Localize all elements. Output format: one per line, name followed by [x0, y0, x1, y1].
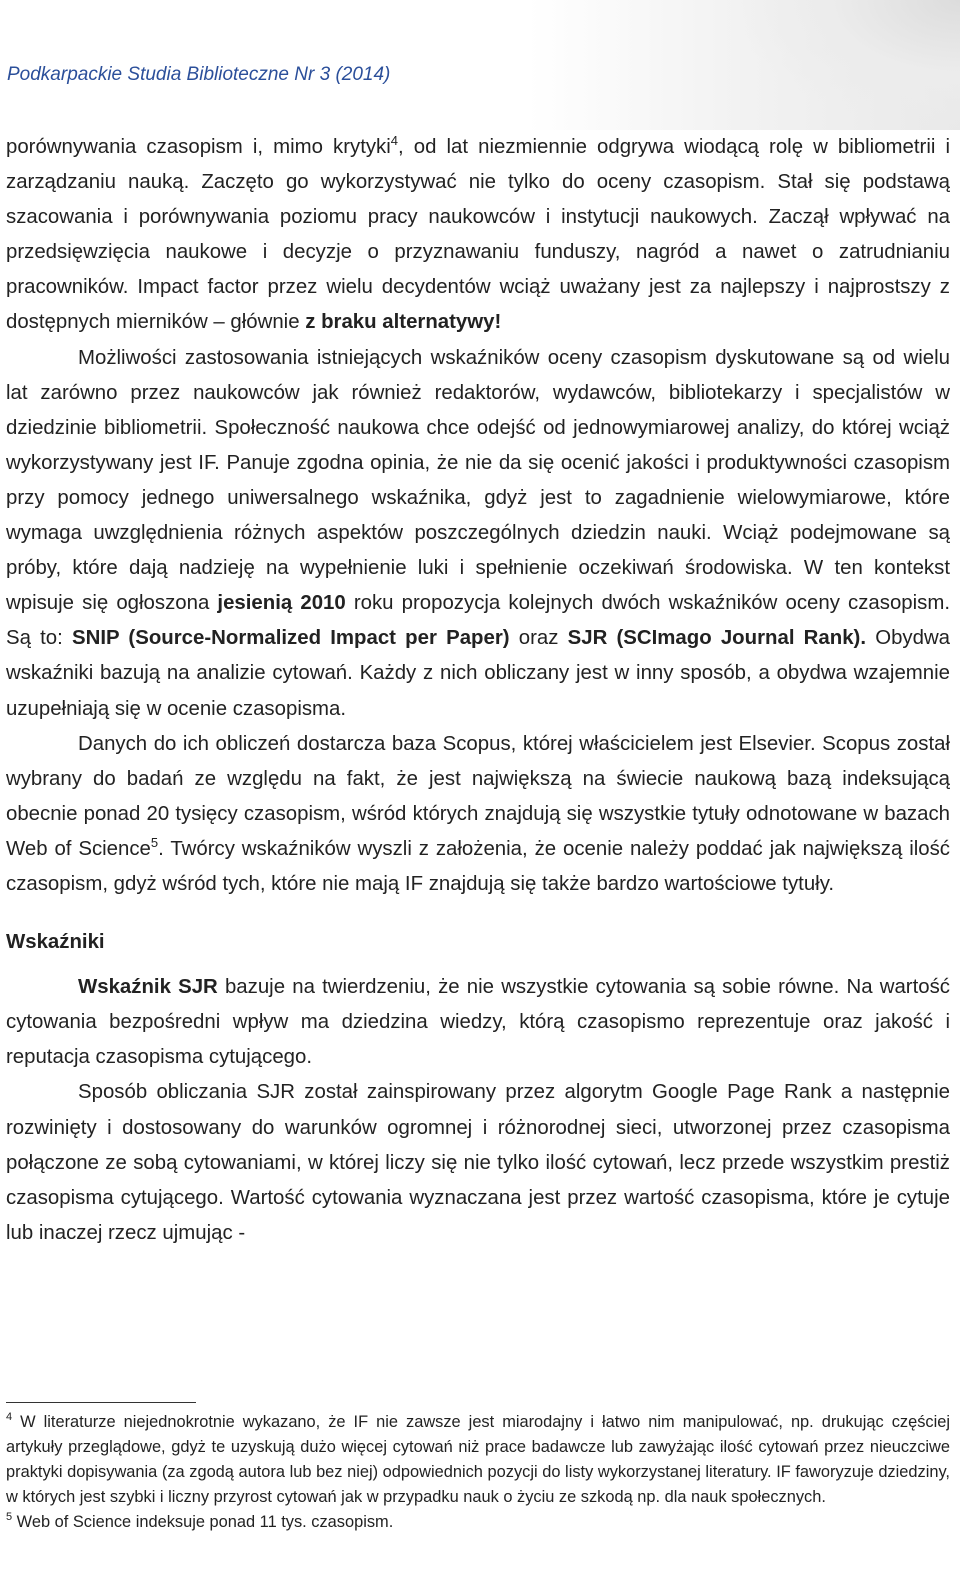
section-heading: Wskaźniki [6, 931, 105, 954]
paragraph-3: Danych do ich obliczeń dostarcza baza Scopus, której właścicielem jest Elsevier. Scopus został wybrany do badań ze względu na fakt, że jest największą na świecie naukową bazą indeksującą obecnie ponad 20 tysięcy czasopism, wśród których znajdują się wszystkie tytuły odnotowane w bazach Web of Science$^5$. Twórcy wskaźników wyszli z założenia, że ocenie należy poddać jak największą ilość czasopism, gdyż wśród tych, które nie mają IF znajdują się także bardzo wartościowe tytuły. [6, 732, 951, 895]
footnote-ref-5[interactable]: 5 [150, 834, 159, 850]
paragraph-5: Sposób obliczania SJR został zainspirowany przez algorytm Google Page Rank a następnie rozwinięty i dostosowany do warunków ogromnej i różnorodnej sieci, utworzonej przez czasopisma połączone ze sobą cytowaniami, w której liczy się nie tylko ilość cytowań, lecz przede wszystkim prestiż czasopisma cytującego. Wartość cytowania wyznaczana jest przez wartość czasopisma, które je cytuje lub inaczej rzecz ujmując - [6, 1081, 950, 1244]
running-title: Podkarpackie Studia Biblioteczne Nr 3 (2014) [7, 64, 391, 85]
article-body [6, 130, 950, 1251]
footnote-ref-4[interactable]: 4 [390, 133, 399, 148]
header-decoration [730, 0, 960, 130]
footnote-5: $^5$ Web of Science indeksuje ponad 11 tys. czasopism. [6, 1511, 394, 1531]
footnote-separator [6, 1402, 196, 1403]
paragraph-4: Wskaźnik SJR bazuje na twierdzeniu, że nie wszystkie cytowania są sobie równe. Na wartość cytowania bezpośredni wpływ ma dziedzina wiedzy, którą czasopismo reprezentuje oraz jakość i reputacja czasopisma cytującego. [6, 976, 950, 1069]
footnote-4: $^4$ W literaturze niejednokrotnie wykazano, że IF nie zawsze jest miarodajny i łatwo nim manipulować, np. drukując częściej artykuły przeglądowe, gdyż te uzyskują dużo więcej cytowań niż prace badawcze lub zawyżając ilość cytowań przez nieuczciwe praktyki dopisywania (za zgodą autora lub bez niej) odpowiednich pozycji do listy wykorzystanej literatury. IF faworyzuje dziedziny, w których jest szybki i liczny przyrost cytowań jak w przypadku nauk o życiu ze szkodą np. dla nauk społecznych. [6, 1411, 950, 1506]
footnotes [6, 1410, 950, 1535]
paragraph-2: Możliwości zastosowania istniejących wskaźników oceny czasopism dyskutowane są od wielu lat zarówno przez naukowców jak również redaktorów, wydawców, bibliotekarzy i specjalistów w dziedzinie bibliometrii. Społeczność naukowa chce odejść od jednowymiarowej analizy, do której wciąż wykorzystywany jest IF. Panuje zgodna opinia, że nie da się ocenić jakości i produktywności czasopism przy pomocy jednego uniwersalnego wskaźnika, gdyż jest to zagadnienie wielowymiarowe, które wymaga uwzględnienia różnych aspektów poszczególnych dziedzin nauki. Wciąż podejmowane są próby, które dają nadzieję na wypełnienie luki i spełnienie oczekiwań środowiska. W ten kontekst wpisuje się ogłoszona jesienią 2010 roku propozycja kolejnych dwóch wskaźników oceny czasopism. Są to: SNIP (Source-Normalized Impact per Paper) oraz SJR (SCImago Journal Rank). Obydwa wskaźniki bazują na analizie cytowań. Każdy z nich obliczany jest w inny sposób, a obydwa wzajemnie uzupełniają się w ocenie czasopisma. [6, 346, 951, 720]
paragraph-1: porównywania czasopism i, mimo krytyki$^4$, od lat niezmiennie odgrywa wiodącą rolę w bibliometrii i zarządzaniu nauką. Zaczęto go wykorzystywać nie tylko do oceny czasopism. Stał się podstawą szacowania i porównywania poziomu pracy naukowców i instytucji naukowych. Zaczął wpływać na przedsięwzięcia naukowe i decyzje o przyznawaniu funduszy, nagród a nawet o zatrudnianiu pracowników. Impact factor przez wielu decydentów wciąż uważany jest za najlepszy i najprostszy z dostępnych mierników – głównie z braku alternatywy! [6, 133, 950, 334]
